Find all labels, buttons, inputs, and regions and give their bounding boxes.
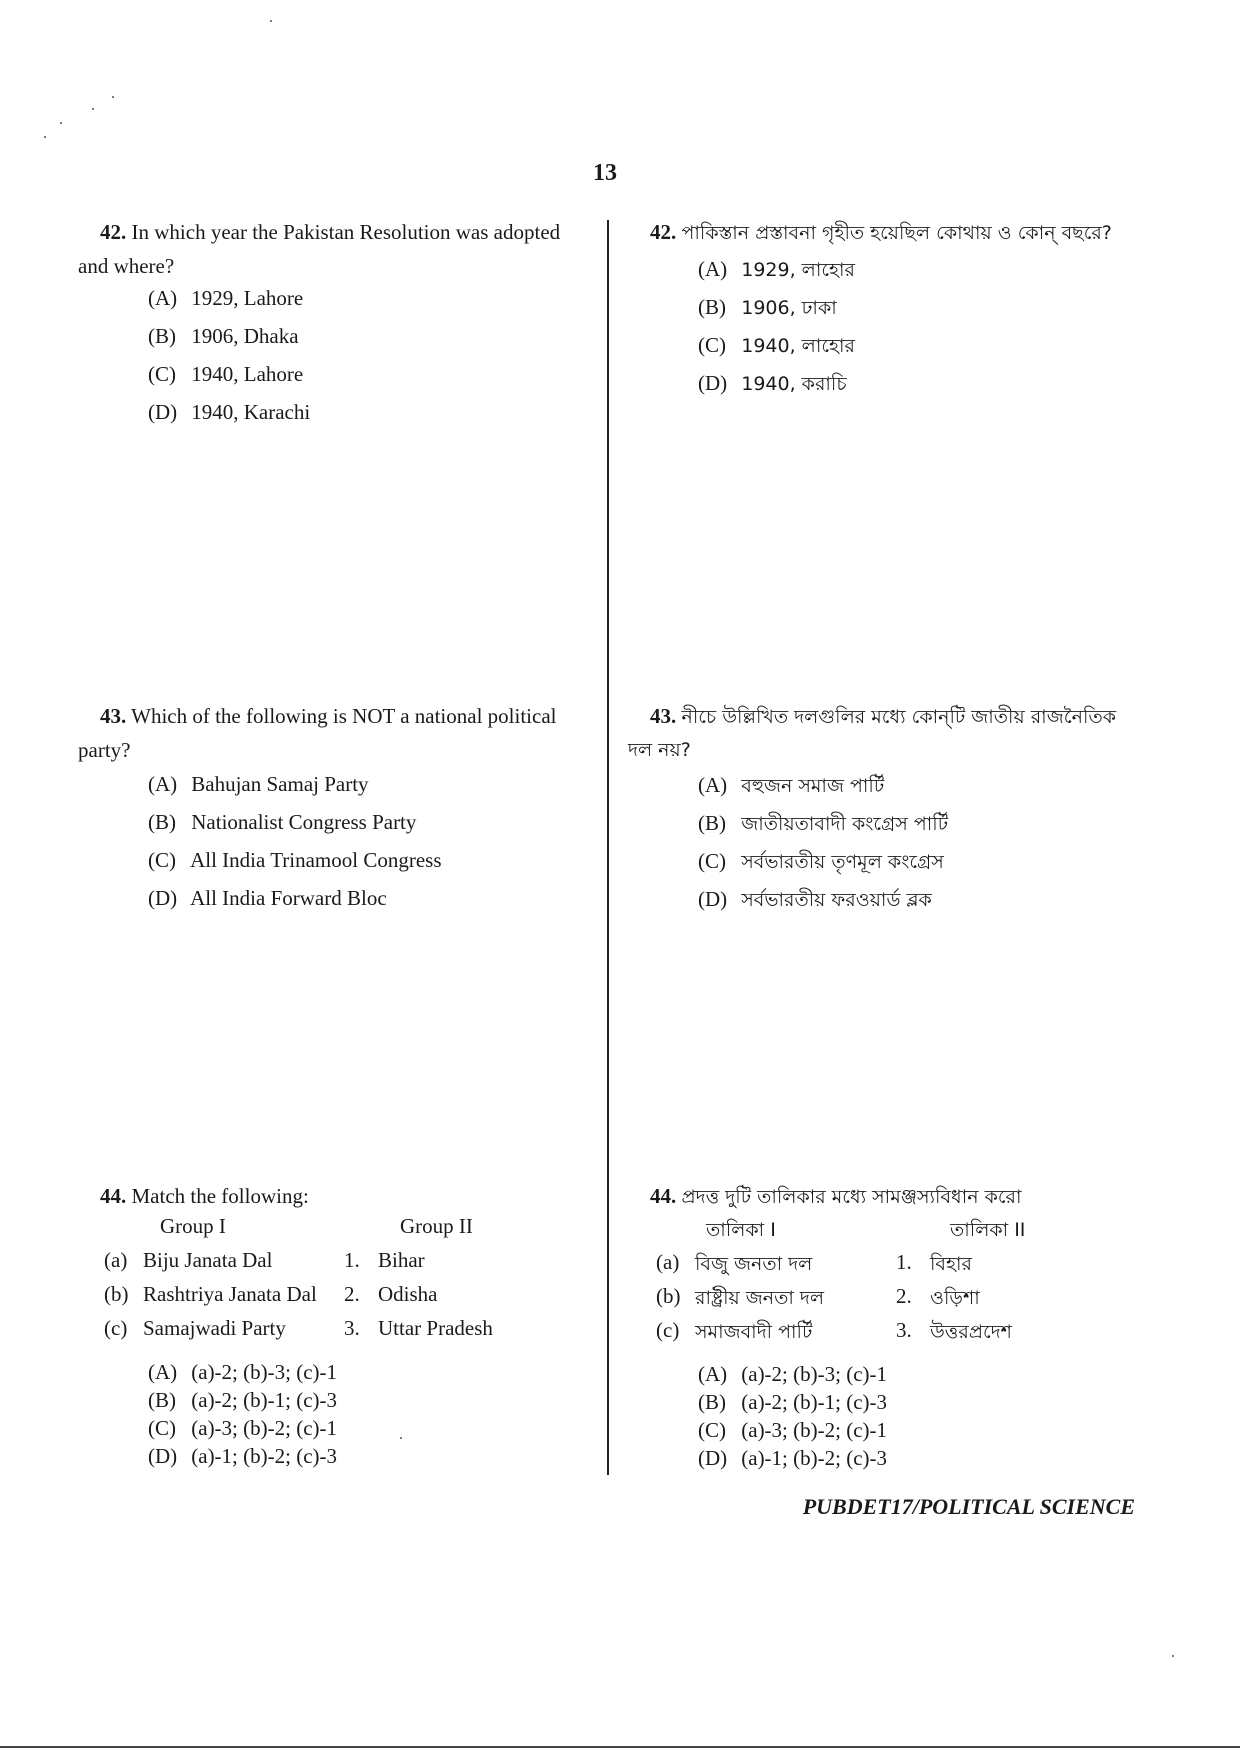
match-group2-item: Odisha [378, 1282, 438, 1306]
option-label: (A) [698, 1362, 728, 1386]
option-label: (D) [698, 1446, 728, 1470]
option-b[interactable] [148, 810, 416, 835]
option-label: (C) [698, 333, 726, 357]
option-label: (C) [698, 1418, 726, 1442]
option-c[interactable] [148, 362, 303, 387]
footer-course-code: PUBDET17/POLITICAL SCIENCE [802, 1494, 1135, 1519]
option-b[interactable] [698, 810, 948, 842]
option-label: (D) [148, 400, 178, 424]
option-c[interactable] [148, 848, 442, 873]
option-text: (a)-2; (b)-1; (c)-3 [191, 1388, 337, 1412]
match-number: 2. [344, 1282, 360, 1306]
option-d[interactable] [148, 886, 387, 911]
option-a[interactable] [698, 256, 855, 288]
option-c[interactable] [698, 848, 944, 880]
match-group1-item: রাষ্ট্রীয় জনতা দল [695, 1287, 825, 1309]
scan-speck [270, 20, 272, 22]
option-label: (A) [148, 286, 178, 310]
match-letter: (a) [104, 1248, 128, 1272]
option-d[interactable] [148, 1442, 337, 1470]
match-group2-item: বিহার [930, 1253, 972, 1275]
option-text: (a)-3; (b)-2; (c)-1 [191, 1416, 337, 1440]
match-group2-item: উত্তরপ্রদেশ [930, 1321, 1012, 1343]
option-d[interactable] [698, 370, 847, 402]
question-text [100, 700, 556, 733]
column-divider [607, 220, 609, 1475]
option-b[interactable] [148, 1386, 337, 1414]
option-text: All India Trinamool Congress [190, 848, 442, 872]
match-number: 1. [896, 1250, 912, 1274]
question-text [100, 216, 560, 249]
option-label: (B) [148, 324, 176, 348]
scan-speck [400, 1437, 402, 1439]
question-text-line1: প্রদত্ত দুটি তালিকার মধ্যে সামঞ্জস্যবিধান করো [681, 1186, 1022, 1208]
option-text: 1940, করাচি [741, 373, 847, 395]
scan-speck [1172, 1655, 1174, 1657]
option-a[interactable] [148, 772, 369, 797]
option-label: (C) [698, 849, 726, 873]
option-text: (a)-2; (b)-3; (c)-1 [741, 1362, 887, 1386]
match-letter: (c) [104, 1316, 128, 1340]
option-a[interactable] [148, 1358, 337, 1386]
question-number: 43. [100, 704, 127, 728]
question-number: 42. [100, 220, 127, 244]
option-b[interactable] [148, 324, 299, 349]
match-group2-item: Uttar Pradesh [378, 1316, 493, 1340]
option-label: (D) [698, 371, 728, 395]
question-text-line1: In which year the Pakistan Resolution was adopted [131, 220, 561, 244]
option-a[interactable] [148, 286, 303, 311]
match-letter: (a) [656, 1250, 680, 1274]
match-group1-item: বিজু জনতা দল [695, 1253, 813, 1275]
question-number: 42. [650, 220, 677, 244]
question-text-line1: Match the following: [131, 1184, 309, 1208]
option-text: (a)-1; (b)-2; (c)-3 [191, 1444, 337, 1468]
match-letter: (c) [656, 1318, 680, 1342]
question-text [650, 216, 1112, 250]
question-text-line2: দল নয়? [628, 739, 691, 761]
match-group1-item: সমাজবাদী পার্টি [695, 1321, 813, 1343]
option-text: জাতীয়তাবাদী কংগ্রেস পার্টি [741, 813, 949, 835]
match-group1-item: Rashtriya Janata Dal [143, 1282, 317, 1306]
option-text: All India Forward Bloc [190, 886, 387, 910]
option-text: 1940, Lahore [191, 362, 304, 386]
option-d[interactable] [698, 1444, 887, 1472]
question-text-line2: party? [78, 738, 131, 762]
option-text: 1940, লাহোর [741, 335, 855, 357]
match-group2-item: ওড়িশা [930, 1287, 980, 1309]
option-d[interactable] [148, 400, 310, 425]
option-text: (a)-3; (b)-2; (c)-1 [741, 1418, 887, 1442]
option-label: (B) [148, 1388, 176, 1412]
question-text [100, 1180, 309, 1213]
option-text: সর্বভারতীয় তৃণমূল কংগ্রেস [741, 851, 944, 873]
option-b[interactable] [698, 1388, 887, 1416]
match-group1-item: Biju Janata Dal [143, 1248, 273, 1272]
option-label: (A) [698, 773, 728, 797]
option-label: (A) [148, 1360, 178, 1384]
question-number: 43. [650, 704, 677, 728]
scan-speck [92, 108, 94, 110]
option-label: (C) [148, 362, 176, 386]
question-text [650, 1180, 1021, 1214]
match-number: 3. [896, 1318, 912, 1342]
option-label: (D) [148, 886, 178, 910]
match-letter: (b) [104, 1282, 129, 1306]
option-text: 1940, Karachi [191, 400, 311, 424]
option-c[interactable] [698, 332, 855, 364]
group-2-header: Group II [400, 1214, 473, 1238]
option-c[interactable] [148, 1414, 337, 1442]
option-text: (a)-1; (b)-2; (c)-3 [741, 1446, 887, 1470]
option-label: (A) [148, 772, 178, 796]
option-c[interactable] [698, 1416, 887, 1444]
match-number: 3. [344, 1316, 360, 1340]
match-group2-item: Bihar [378, 1248, 425, 1272]
option-label: (A) [698, 257, 728, 281]
option-label: (C) [148, 848, 176, 872]
option-label: (B) [148, 810, 176, 834]
option-label: (B) [698, 1390, 726, 1414]
option-text: 1929, লাহোর [741, 259, 855, 281]
option-text: 1906, Dhaka [191, 324, 299, 348]
match-letter: (b) [656, 1284, 681, 1308]
option-label: (D) [698, 887, 728, 911]
question-text [650, 700, 1116, 734]
match-number: 2. [896, 1284, 912, 1308]
option-b[interactable] [698, 294, 837, 326]
group-1-header: তালিকা I [706, 1219, 776, 1241]
option-text: 1929, Lahore [191, 286, 304, 310]
group-1-header: Group I [160, 1214, 226, 1238]
option-text: (a)-2; (b)-3; (c)-1 [191, 1360, 337, 1384]
option-text: Nationalist Congress Party [191, 810, 417, 834]
option-label: (D) [148, 1444, 178, 1468]
scan-speck [112, 96, 114, 98]
option-text: বহুজন সমাজ পার্টি [741, 775, 885, 797]
option-text: (a)-2; (b)-1; (c)-3 [741, 1390, 887, 1414]
match-group1-item: Samajwadi Party [143, 1316, 286, 1340]
option-d[interactable] [698, 886, 932, 918]
option-label: (C) [148, 1416, 176, 1440]
page-number: 13 [593, 160, 617, 186]
question-text-line1: Which of the following is NOT a national political [131, 704, 557, 728]
option-label: (B) [698, 811, 726, 835]
bottom-rule [0, 1746, 1240, 1748]
question-number: 44. [650, 1184, 677, 1208]
scan-speck [60, 122, 62, 124]
option-a[interactable] [698, 1360, 887, 1388]
question-text-line1: পাকিস্তান প্রস্তাবনা গৃহীত হয়েছিল কোথায় ও কোন্ বছরে? [681, 222, 1112, 244]
option-text: 1906, ঢাকা [741, 297, 837, 319]
option-a[interactable] [698, 772, 884, 804]
question-text-line2: and where? [78, 254, 175, 278]
question-number: 44. [100, 1184, 127, 1208]
question-text-line1: নীচে উল্লিখিত দলগুলির মধ্যে কোন্‌টি জাতীয় রাজনৈতিক [681, 706, 1116, 728]
option-text: Bahujan Samaj Party [191, 772, 369, 796]
group-2-header: তালিকা II [950, 1219, 1026, 1241]
scan-speck [44, 136, 46, 138]
option-text: সর্বভারতীয় ফরওয়ার্ড ব্লক [741, 889, 932, 911]
option-label: (B) [698, 295, 726, 319]
match-number: 1. [344, 1248, 360, 1272]
